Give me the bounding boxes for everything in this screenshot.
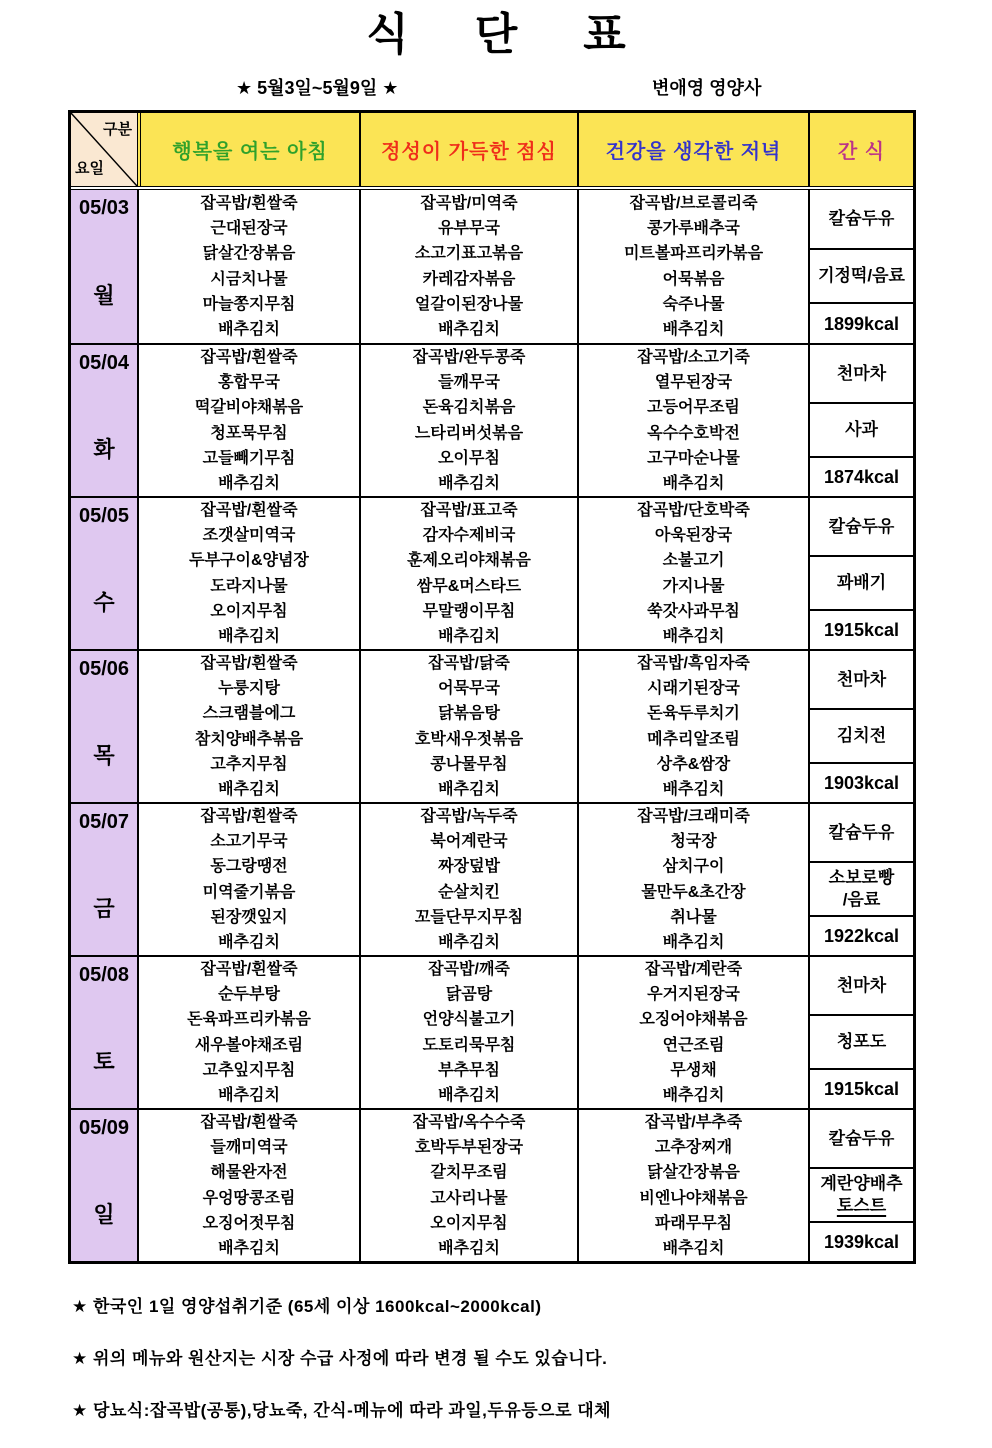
column-header-0: 행복을 여는 아침 <box>137 113 359 186</box>
date-range-label: ★ 5월3일~5월9일 ★ <box>236 78 399 98</box>
menu-item: 호박두부된장국 <box>414 1139 524 1157</box>
menu-item: 배추김치 <box>438 780 500 798</box>
menu-item: 오이지무침 <box>430 1214 508 1232</box>
breakfast-cell <box>137 804 359 955</box>
snack2-cell <box>810 861 913 914</box>
menu-item: 잡곡밥/옥수수죽 <box>412 1114 526 1132</box>
menu-item: 떡갈비야채볶음 <box>194 399 304 417</box>
snack1-cell <box>810 345 913 402</box>
date-label: 05/09 <box>78 1117 130 1139</box>
menu-item: 고추잎지무침 <box>202 1061 296 1079</box>
corner-cell <box>71 113 137 186</box>
subtitle-row <box>0 74 992 100</box>
table-body <box>71 190 913 1261</box>
snack-cell <box>808 957 913 1108</box>
dinner-cell <box>577 1110 808 1261</box>
snack1-cell <box>810 804 913 861</box>
snack-line: 칼슘두유 <box>828 209 895 229</box>
snack-line: 김치전 <box>836 726 887 746</box>
menu-item: 도토리묵무침 <box>422 1036 516 1054</box>
snack-line: 천마차 <box>836 669 887 689</box>
menu-table-row <box>71 190 913 343</box>
menu-item: 들깨무국 <box>438 374 500 392</box>
menu-item: 쌈무&머스타드 <box>416 577 522 595</box>
menu-item: 갈치무조림 <box>430 1164 508 1182</box>
menu-item: 닭곰탕 <box>445 986 493 1004</box>
lunch-cell <box>359 957 577 1108</box>
menu-item: 무생채 <box>670 1061 717 1079</box>
menu-item: 잡곡밥/흰쌀죽 <box>200 502 298 520</box>
breakfast-cell <box>137 498 359 649</box>
menu-item: 근대된장국 <box>210 220 288 238</box>
menu-item: 고추장찌개 <box>654 1139 733 1157</box>
menu-item: 고구마순나물 <box>647 449 740 467</box>
menu-item: 잡곡밥/브로콜리죽 <box>629 195 758 213</box>
menu-item: 카레감자볶음 <box>422 270 516 288</box>
menu-item: 잡곡밥/흰쌀죽 <box>200 1114 298 1132</box>
menu-item: 도라지나물 <box>210 577 288 595</box>
menu-item: 무말랭이무침 <box>422 602 516 620</box>
snack1-cell <box>810 957 913 1014</box>
menu-item: 두부구이&양념장 <box>189 552 309 570</box>
menu-item: 닭살간장볶음 <box>202 245 296 263</box>
menu-item: 가지나물 <box>662 577 725 595</box>
menu-item: 고사리나물 <box>430 1189 508 1207</box>
snack1-cell <box>810 651 913 708</box>
menu-table-row <box>71 496 913 649</box>
column-header-3: 간 식 <box>808 113 913 186</box>
lunch-cell <box>359 345 577 496</box>
weekday-label: 수 <box>93 589 115 615</box>
menu-item: 삼치구이 <box>662 858 725 876</box>
weekday-label: 화 <box>93 436 115 462</box>
note-line: ★ 위의 메뉴와 원산지는 시장 수급 사정에 따라 변경 될 수도 있습니다. <box>72 1349 608 1368</box>
menu-item: 잡곡밥/완두콩죽 <box>412 349 526 367</box>
lunch-cell <box>359 498 577 649</box>
corner-label-gubun: 구분 <box>103 121 132 138</box>
snack-line: 계란양배추 <box>820 1174 903 1194</box>
day-cell <box>71 498 137 649</box>
menu-item: 새우볼야채조림 <box>194 1036 304 1054</box>
breakfast-cell <box>137 190 359 343</box>
breakfast-cell <box>137 651 359 802</box>
weekday-label: 월 <box>93 282 115 308</box>
menu-item: 시금치나물 <box>210 270 288 288</box>
dinner-cell <box>577 804 808 955</box>
menu-item: 잡곡밥/미역죽 <box>420 195 518 213</box>
snack-cell <box>808 804 913 955</box>
menu-item: 청포묵무침 <box>210 424 288 442</box>
menu-item: 잡곡밥/단호박죽 <box>637 502 750 520</box>
dinner-cell <box>577 190 808 343</box>
menu-item: 연근조림 <box>662 1036 725 1054</box>
menu-item: 홍합무국 <box>218 374 280 392</box>
date-label: 05/05 <box>78 505 130 527</box>
corner-label-yoil: 요일 <box>75 160 104 177</box>
menu-item: 숙주나물 <box>662 295 725 313</box>
snack1-cell <box>810 498 913 555</box>
menu-item: 고들빼기무침 <box>202 449 296 467</box>
snack-line: 청포도 <box>836 1032 887 1052</box>
day-cell <box>71 190 137 343</box>
menu-item: 배추김치 <box>218 1086 280 1104</box>
menu-item: 꼬들단무지무침 <box>414 908 524 926</box>
menu-item: 닭살간장볶음 <box>647 1164 740 1182</box>
menu-item: 잡곡밥/소고기죽 <box>637 349 750 367</box>
menu-item: 배추김치 <box>662 933 725 951</box>
snack-line: 꽈배기 <box>836 573 887 593</box>
menu-item: 고추지무침 <box>210 755 288 773</box>
menu-item: 잡곡밥/표고죽 <box>420 502 518 520</box>
menu-item: 배추김치 <box>438 474 500 492</box>
menu-item: 소고기표고볶음 <box>414 245 524 263</box>
menu-item: 옥수수호박전 <box>647 424 740 442</box>
menu-table-row <box>71 955 913 1108</box>
snack-cell <box>808 498 913 649</box>
menu-item: 동그랑땡전 <box>210 858 288 876</box>
menu-item: 스크램블에그 <box>202 705 296 723</box>
day-cell <box>71 1110 137 1261</box>
menu-item: 느타리버섯볶음 <box>414 424 524 442</box>
menu-item: 배추김치 <box>218 627 280 645</box>
weekday-label: 일 <box>93 1201 115 1227</box>
snack2-cell <box>810 1167 913 1220</box>
snack2-cell <box>810 1014 913 1067</box>
lunch-cell <box>359 190 577 343</box>
snack-line: 기정떡/음료 <box>818 266 905 286</box>
day-cell <box>71 651 137 802</box>
menu-item: 순두부탕 <box>218 986 280 1004</box>
nutritionist-label: 변애영 영양사 <box>652 78 762 98</box>
page-title: 식단표 <box>366 10 692 59</box>
menu-item: 오징어젓무침 <box>202 1214 296 1232</box>
day-cell <box>71 345 137 496</box>
snack-line: 칼슘두유 <box>828 822 895 842</box>
menu-item: 오이지무침 <box>210 602 288 620</box>
column-header-1: 정성이 가득한 점심 <box>359 113 577 186</box>
menu-item: 들깨미역국 <box>210 1139 288 1157</box>
menu-item: 오징어야채볶음 <box>639 1011 748 1029</box>
menu-item: 언양식불고기 <box>422 1011 516 1029</box>
header-row <box>71 113 913 190</box>
menu-item: 콩가루배추국 <box>647 220 740 238</box>
menu-item: 아욱된장국 <box>654 527 733 545</box>
snack2-cell <box>810 248 913 302</box>
menu-item: 잡곡밥/계란죽 <box>644 961 743 979</box>
menu-item: 잡곡밥/흑임자죽 <box>637 655 750 673</box>
menu-item: 소고기무국 <box>210 833 288 851</box>
menu-item: 돈육두루치기 <box>647 705 740 723</box>
menu-item: 배추김치 <box>218 474 280 492</box>
menu-item: 훈제오리야채볶음 <box>407 552 531 570</box>
menu-table <box>68 110 916 1264</box>
snack1-cell <box>810 190 913 248</box>
menu-item: 잡곡밥/녹두죽 <box>420 808 518 826</box>
dinner-cell <box>577 498 808 649</box>
snack2-cell <box>810 708 913 761</box>
kcal-cell: 1915kcal <box>810 609 913 649</box>
menu-item: 배추김치 <box>218 933 280 951</box>
menu-table-row <box>71 649 913 802</box>
snack-line: 토스트 <box>836 1196 887 1216</box>
note-line: ★ 한국인 1일 영양섭취기준 (65세 이상 1600kcal~2000kcal) <box>72 1297 542 1316</box>
menu-item: 짜장덮밥 <box>438 858 500 876</box>
menu-item: 미역줄기볶음 <box>202 883 296 901</box>
menu-item: 배추김치 <box>662 627 725 645</box>
menu-item: 잡곡밥/흰쌀죽 <box>200 655 298 673</box>
snack-line: 칼슘두유 <box>828 516 895 536</box>
menu-item: 어묵볶음 <box>662 270 725 288</box>
menu-item: 콩나물무침 <box>430 755 508 773</box>
date-label: 05/07 <box>78 811 130 833</box>
weekday-label: 목 <box>93 742 115 768</box>
menu-item: 순살치킨 <box>438 883 500 901</box>
menu-table-row <box>71 343 913 496</box>
menu-item: 돈육파프리카볶음 <box>187 1011 311 1029</box>
menu-item: 배추김치 <box>438 1086 500 1104</box>
menu-item: 잡곡밥/크래미죽 <box>637 808 750 826</box>
menu-item: 배추김치 <box>662 320 725 338</box>
menu-item: 청국장 <box>670 833 717 851</box>
menu-item: 잡곡밥/부추죽 <box>644 1114 743 1132</box>
menu-item: 배추김치 <box>662 1086 725 1104</box>
menu-item: 해물완자전 <box>210 1164 288 1182</box>
menu-item: 시래기된장국 <box>647 680 740 698</box>
weekday-label: 토 <box>93 1048 115 1074</box>
date-label: 05/06 <box>78 658 130 680</box>
menu-item: 배추김치 <box>438 627 500 645</box>
column-header-2: 건강을 생각한 저녁 <box>577 113 808 186</box>
menu-item: 누룽지탕 <box>218 680 280 698</box>
snack2-cell <box>810 555 913 608</box>
snack-cell <box>808 345 913 496</box>
menu-item: 파래무무침 <box>654 1214 733 1232</box>
lunch-cell <box>359 804 577 955</box>
menu-item: 열무된장국 <box>654 374 733 392</box>
menu-item: 배추김치 <box>662 1239 725 1257</box>
menu-item: 잡곡밥/닭죽 <box>428 655 510 673</box>
dinner-cell <box>577 957 808 1108</box>
menu-item: 잡곡밥/흰쌀죽 <box>200 195 298 213</box>
menu-item: 배추김치 <box>438 933 500 951</box>
lunch-cell <box>359 651 577 802</box>
menu-item: 물만두&초간장 <box>641 883 746 901</box>
menu-item: 우거지된장국 <box>647 986 740 1004</box>
snack-line: 소보로빵 <box>828 868 895 888</box>
breakfast-cell <box>137 1110 359 1261</box>
menu-item: 배추김치 <box>662 780 725 798</box>
note-line: ★ 당뇨식:잡곡밥(공통),당뇨죽, 간식-메뉴에 따라 과일,두유등으로 대체 <box>72 1401 612 1420</box>
menu-item: 북어계란국 <box>430 833 508 851</box>
menu-item: 메추리알조림 <box>647 730 740 748</box>
day-cell <box>71 957 137 1108</box>
snack-cell <box>808 1110 913 1261</box>
date-label: 05/04 <box>78 352 130 374</box>
menu-item: 된장깻잎지 <box>210 908 288 926</box>
menu-item: 호박새우젓볶음 <box>414 730 524 748</box>
menu-item: 배추김치 <box>662 474 725 492</box>
snack-line: 천마차 <box>836 363 887 383</box>
kcal-cell: 1939kcal <box>810 1221 913 1261</box>
menu-item: 잡곡밥/흰쌀죽 <box>200 349 298 367</box>
menu-item: 잡곡밥/깨죽 <box>428 961 510 979</box>
menu-item: 배추김치 <box>438 320 500 338</box>
snack-line: 사과 <box>845 420 878 440</box>
snack-cell <box>808 190 913 343</box>
menu-item: 우엉땅콩조림 <box>202 1189 296 1207</box>
breakfast-cell <box>137 957 359 1108</box>
date-label: 05/08 <box>78 964 130 986</box>
snack-line: 칼슘두유 <box>828 1128 895 1148</box>
kcal-cell: 1899kcal <box>810 302 913 343</box>
dinner-cell <box>577 345 808 496</box>
menu-item: 어묵무국 <box>438 680 500 698</box>
menu-item: 조갯살미역국 <box>202 527 296 545</box>
menu-item: 돈육김치볶음 <box>422 399 516 417</box>
menu-item: 마늘쫑지무침 <box>202 295 296 313</box>
kcal-cell: 1922kcal <box>810 915 913 955</box>
menu-item: 배추김치 <box>218 320 280 338</box>
breakfast-cell <box>137 345 359 496</box>
menu-item: 감자수제비국 <box>422 527 516 545</box>
menu-item: 닭볶음탕 <box>438 705 500 723</box>
menu-item: 소불고기 <box>662 552 725 570</box>
menu-item: 배추김치 <box>218 1239 280 1257</box>
menu-table-row <box>71 1108 913 1261</box>
day-cell <box>71 804 137 955</box>
snack2-cell <box>810 402 913 455</box>
snack-line: 천마차 <box>836 975 887 995</box>
menu-table-row <box>71 802 913 955</box>
menu-item: 미트볼파프리카볶음 <box>623 245 764 263</box>
snack-line: /음료 <box>842 890 881 910</box>
lunch-cell <box>359 1110 577 1261</box>
menu-item: 쑥갓사과무침 <box>647 602 740 620</box>
menu-item: 잡곡밥/흰쌀죽 <box>200 808 298 826</box>
menu-item: 고등어무조림 <box>647 399 740 417</box>
kcal-cell: 1903kcal <box>810 762 913 802</box>
menu-item: 오이무침 <box>438 449 500 467</box>
footer-notes <box>72 1292 952 1448</box>
menu-item: 배추김치 <box>438 1239 500 1257</box>
menu-item: 참치양배추볶음 <box>194 730 304 748</box>
dinner-cell <box>577 651 808 802</box>
kcal-cell: 1874kcal <box>810 456 913 496</box>
kcal-cell: 1915kcal <box>810 1068 913 1108</box>
weekday-label: 금 <box>93 895 115 921</box>
menu-item: 상추&쌈장 <box>656 755 731 773</box>
menu-item: 유부무국 <box>438 220 500 238</box>
menu-item: 부추무침 <box>438 1061 500 1079</box>
snack-cell <box>808 651 913 802</box>
menu-item: 얼갈이된장나물 <box>414 295 524 313</box>
snack1-cell <box>810 1110 913 1167</box>
menu-item: 비엔나야채볶음 <box>639 1189 748 1207</box>
date-label: 05/03 <box>78 197 130 219</box>
menu-item: 잡곡밥/흰쌀죽 <box>200 961 298 979</box>
menu-item: 배추김치 <box>218 780 280 798</box>
menu-item: 취나물 <box>670 908 717 926</box>
